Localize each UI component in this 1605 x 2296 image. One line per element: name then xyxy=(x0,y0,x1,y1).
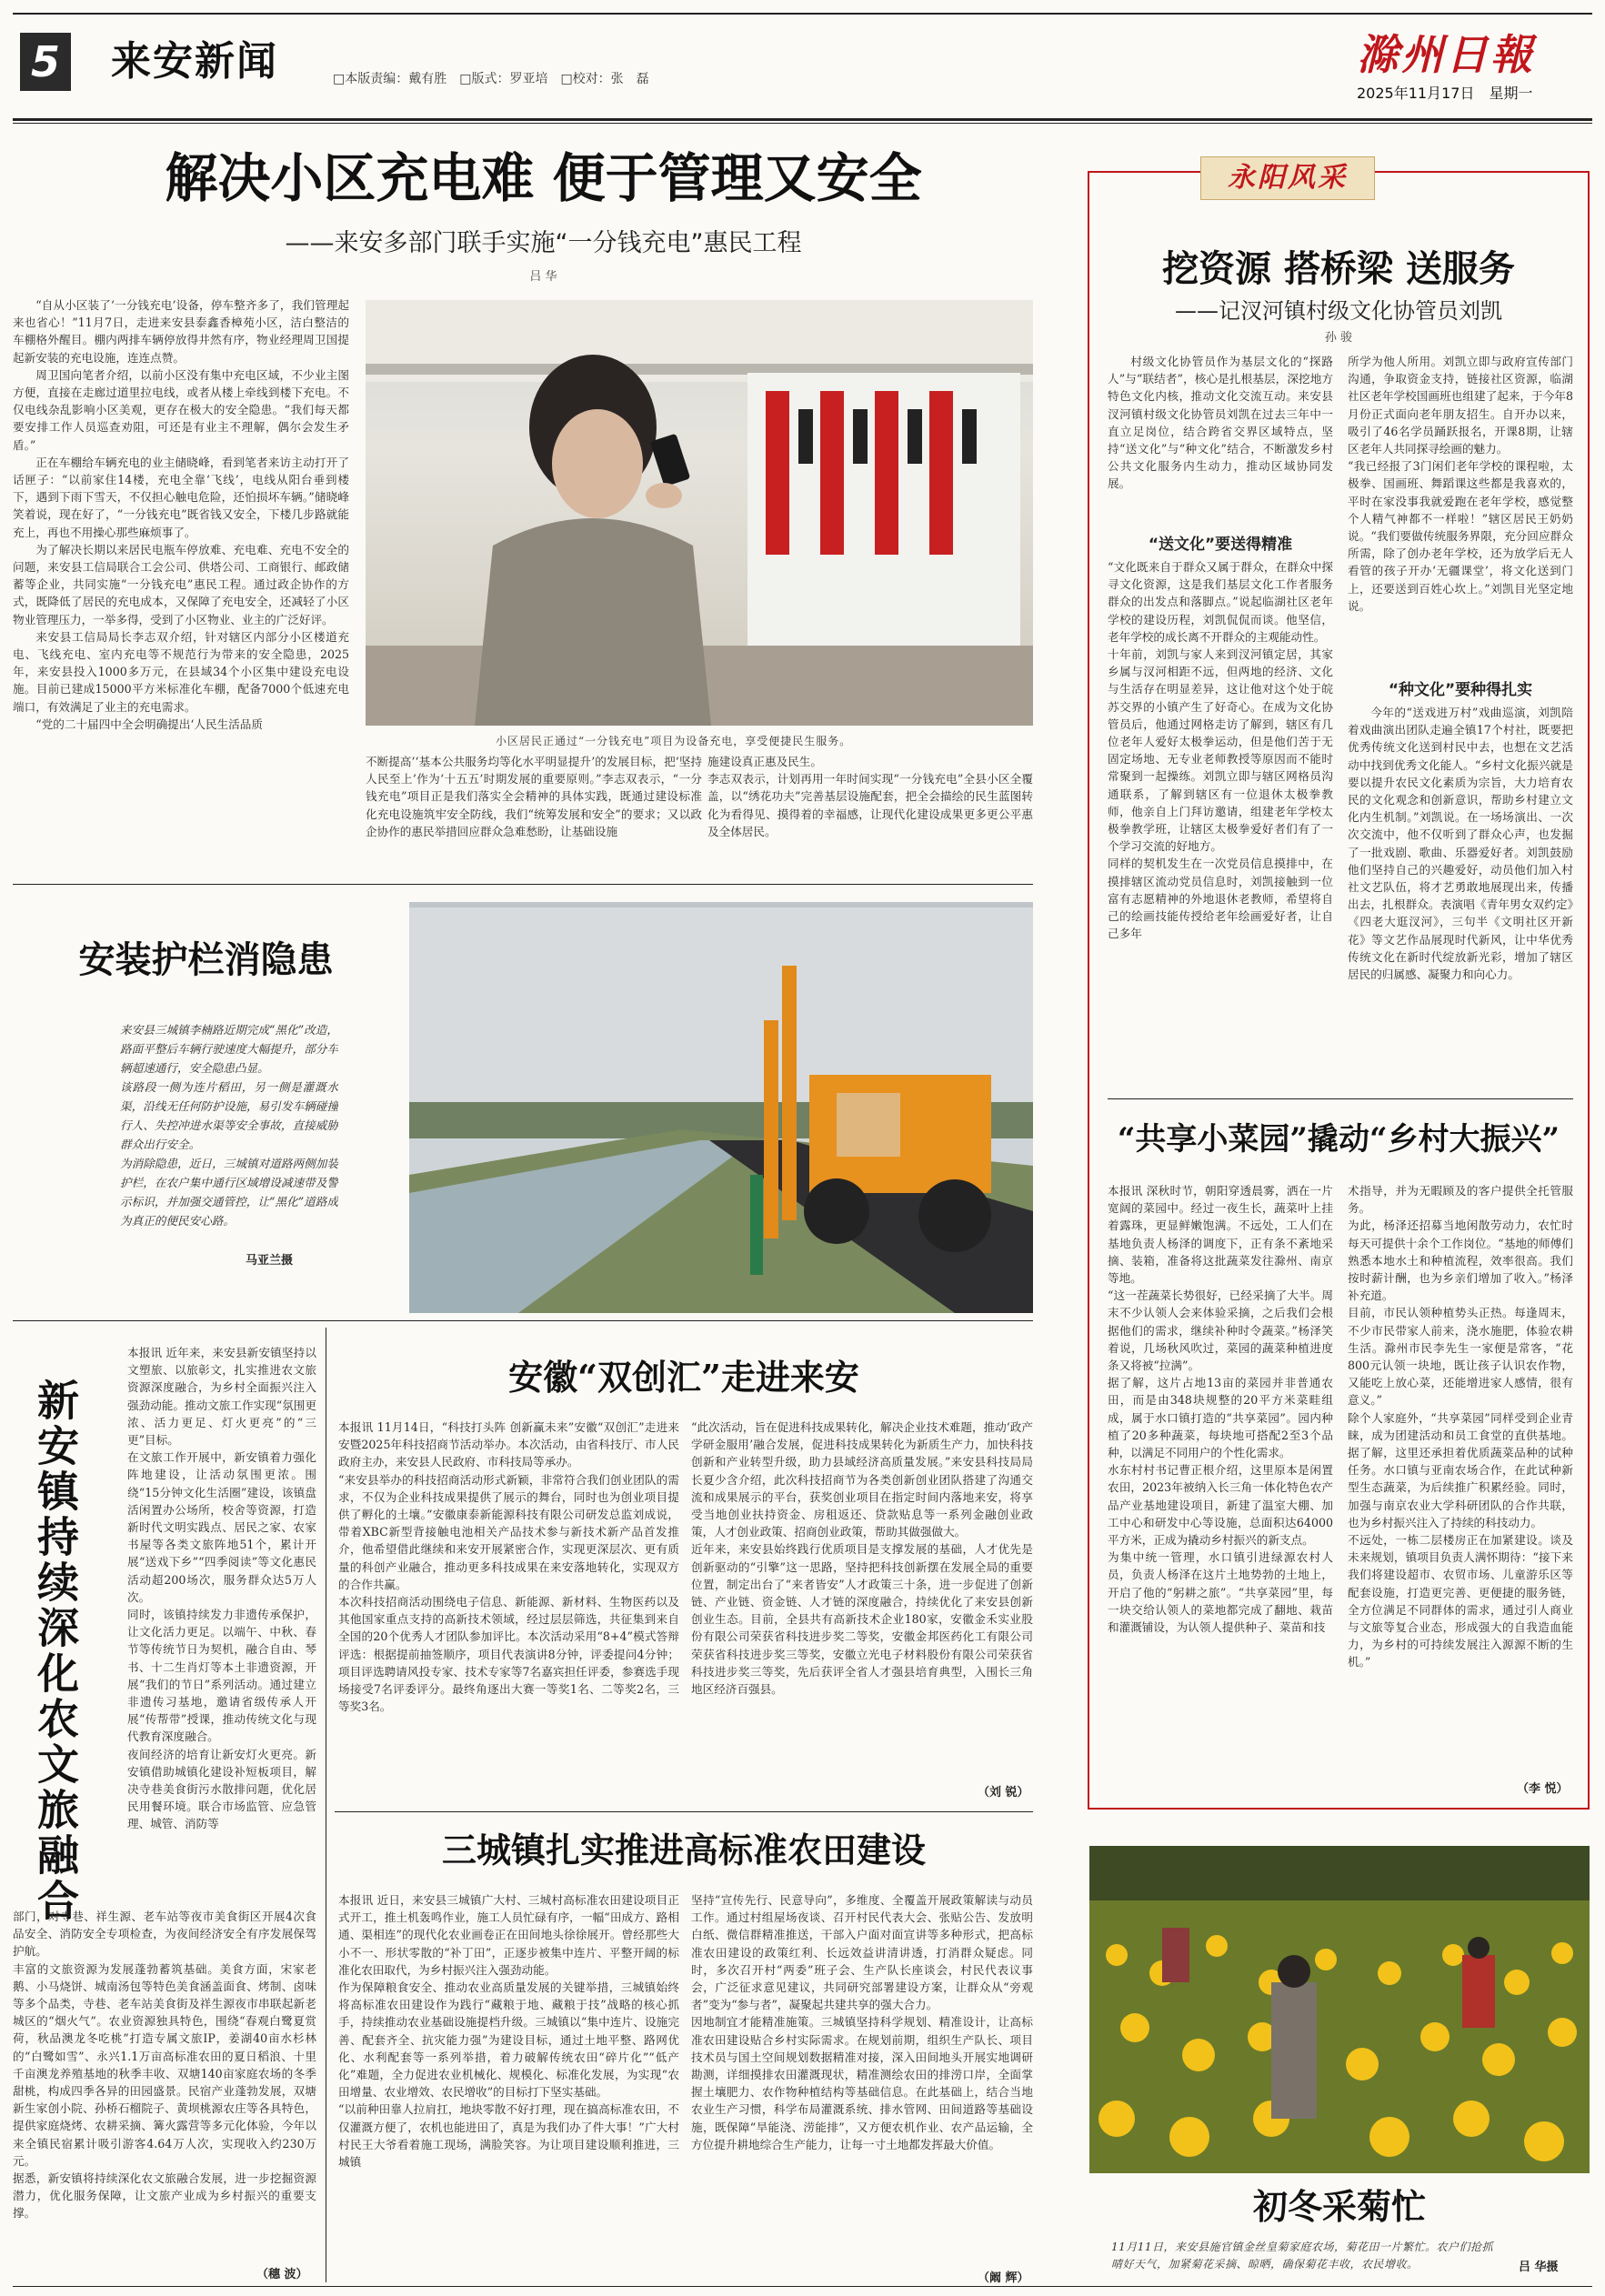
column-col2-a: 所学为他人所用。刘凯立即与政府宣传部门沟通，争取资金支持，链接社区资源，临湖社区老年学校国画班也组建了起来，于今年8月份正式面向老年朋友招生。自开办以来，吸引了46名学员踊跃报名，开课8期，让辖区老年人共同探寻绘画的魅力。 “我已经报了3门闲们老年学校的课程啦，太极拳、国画班、舞蹈课这些都是我喜欢的，平时在家没事我就爱跑在老年学校，感觉整个人精气神都不一样啦！”辖区居民王奶奶说。“我们要做传统服务界限，充分回应群众所需，除了创办老年学校，还为放学后无人看管的孩子开办‘无疆课堂’，将文化送到门上，还要送到百姓心坎上。”刘凯目光坚定地说。 xyxy=(1348,355,1573,613)
article3-author: （穗 波） xyxy=(256,2268,308,2281)
article4-author: （刘 锐） xyxy=(978,1786,1029,1800)
column-col2-b: 今年的“送戏进万村”戏曲巡演，刘凯陪着戏曲演出团队走遍全镇17个村社，既要把优秀传统文化送到村民中去，也想在文艺活动中找到优秀文化能人。“乡村文化振兴就是要以提升农民文化素质为宗旨，大力培育农民的文化观念和创新意识，帮助乡村建立文化内生机制。”刘凯说。在一场场演出、一次次交流中，他不仅听到了群众心声，也发掘了一批戏剧、歌曲、乐器爱好者。刘凯鼓励他们坚持自己的兴趣爱好，动员他们加入村社文艺队伍，将才艺勇敢地展现出来，传播出去，扎根群众。表演唱《青年男女双约定》《四老大逛汊河》，三句半《文明社区开新花》等文艺作品展现时代新风，让中华优秀传统文化在新时代绽放新光彩，增加了辖区居民的归属感、凝聚力和向心力。 xyxy=(1348,706,1573,982)
article5-title: 三城镇扎实推进高标准农田建设 xyxy=(441,1830,926,1870)
column-banner xyxy=(1200,156,1375,200)
article5-author: （阚 辉） xyxy=(978,2271,1029,2285)
article2-body: 来安县三城镇李楠路近期完成“黑化”改造，路面平整后车辆行驶速度大幅提升，部分车辆超速通行，安全隐患凸显。 该路段一侧为连片稻田，另一侧是灌溉水渠，沿线无任何防护设施，易引发车辆碰撞行人、失控冲进水渠等安全事故，直接威胁群众出行安全。 为消除隐患，近日，三城镇对道路两侧加装护栏，在农户集中通行区域增设减速带及警示标识，并加强交通管控，让“黑化”道路成为真正的便民安心路。 xyxy=(120,1023,338,1228)
column-byline: 孙 骏 xyxy=(1324,331,1353,345)
article2-title: 安装护栏消隐患 xyxy=(78,938,334,981)
article4-title: 安徽“双创汇”走进来安 xyxy=(508,1357,859,1398)
article3-col-full: 部门，对寺巷、祥生源、老车站等夜市美食街区开展4次食品安全、消防安全专项检查，为夜间经济安全有序发展保驾护航。 丰富的文旅资源为发展蓬勃蓄筑基础。美食方面，宋家老鹅、小马烧饼、城南汤包等特色美食涵盖面食、烤制、卤味等多个品类，寺巷、老车站美食街及祥生源夜市串联起新老城区的“烟火气”。农业资源独具特色，围绕“春观白鹭夏赏荷，秋品澳龙冬吃桃”打造专属文旅IP，姜湖40亩水杉林的“白鹭如雪”、永兴1.1万亩高标准农田的夏日稻浪、十里千亩澳龙养殖基地的秋季丰收、双塘140亩家庭农场的冬季甜桃，构成四季各异的田园盛景。民宿产业蓬勃发展，双塘新生家创小院、孙桥石榴院子、黄坝桃源农庄等各具特色，提供家庭烧烤、农耕采摘、篝火露营等多元化体验，今年以来全镇民宿累计吸引游客4.64万人次，实现收入约230万元。 据悉，新安镇将持续深化农文旅融合发展，进一步挖掘资源潜力，优化服务保障，让文旅产业成为乡村振兴的重要支撑。 xyxy=(13,1910,316,2221)
article5-col2: 坚持“宣传先行、民意导向”，多维度、全覆盖开展政策解读与动员工作。通过村组屋场夜谈、召开村民代表大会、张贴公告、发放明白纸、微信群精准推送，干部入户面对面宣讲等多种形式，把高标准农田建设的政策红利、长远效益讲清讲透，打消群众疑虑。同时，多次召开村“两委”班子会、生产队长座谈会，村民代表议事会，广泛征求意见建议，共同研究部署建设方案，让群众从“旁观者”变为“参与者”，凝聚起共建共享的强大合力。 因地制宜才能精准施策。三城镇坚持科学规划、精准设计，让高标准农田建设贴合乡村实际需求。在规划前期，组织生产队长、项目技术员与国土空间规划数据精准对接，深入田间地头开展实地调研勘测，详细摸排农田灌溉现状，精准测绘农田的排涝口岸，全面掌握土壤肥力、农作物种植结构等基础信息。在此基础上，结合当地农业生产习惯，科学布局灌溉系统、排水管网、田间道路等基础设施，既保障“旱能浇、涝能排”，又方便农机作业、农产品运输，全方位提升耕地综合生产能力，让每一寸土地都发挥最大价值。 xyxy=(691,1893,1033,2151)
editors-line: □本版责编：戴有胜 □版式：罗亚培 □校对：张 磊 xyxy=(333,72,649,86)
article1-photo-caption: 小区居民正通过“一分钱充电”项目为设备充电，享受便捷民生服务。 xyxy=(496,735,852,747)
article4-col1: 本报讯 11月14日，“科技打头阵 创新赢未来”安徽“双创汇”走进来安暨2025年科技招商节活动举办。本次活动，由省科技厅、市人民政府主办，来安县人民政府、市科技局等承办。 “来安县举办的科技招商活动形式新颖，非常符合我们创业团队的需求，不仅为企业科技成果提供了展示的舞台，同时也为创业项目提供了孵化的土壤。”安徽康泰新能源科技有限公司研发总监刘成说，带着XBC新型背接触电池相关产品技术参与新技术新产品首发推介，他希望借此继续和来安开展紧密合作，实现更深层次、更有质量的科创产业融合，推动更多科技成果在来安落地转化，实现双方的合作共赢。 本次科技招商活动围绕电子信息、新能源、新材料、生物医药以及其他国家重点支持的高新技术领域，经过层层筛选，共征集到来自全国的20个优秀人才团队参加评比。本次活动采用“8+4”模式答辩评选：根据提前抽签顺序，项目代表演讲8分钟，评委提问4分钟；项目评选聘请风投专家、技术专家等7名嘉宾担任评委，参赛选手现场接受7名评委评分。最终角逐出大赛一等奖1名、二等奖2名，三等奖3名。 xyxy=(338,1420,679,1714)
masthead xyxy=(0,0,1605,127)
article5-col1: 本报讯 近日，来安县三城镇广大村、三城村高标准农田建设项目正式开工，推土机轰鸣作业，施工人员忙碌有序，一幅“田成方、路相通、渠相连”的现代化农业画卷正在田间地头徐徐展开。曾经那些大小不一、形状零散的“补丁田”，正逐步被集中连片、平整开阔的标准化农田取代，为乡村振兴注入强劲动能。 作为保障粮食安全、推动农业高质量发展的关键举措，三城镇始终将高标准农田建设作为践行“藏粮于地、藏粮于技”战略的核心抓手，持续推动农业基础设施提档升级。三城镇以“集中连片、设施完善、配套齐全、抗灾能力强”为建设目标，通过土地平整、路网优化、水利配套等一系列举措，着力破解传统农田“碎片化”“低产化”难题，全力促进农业机械化、规模化、标准化发展，为实现“农田增量、农业增效、农民增收”的目标打下坚实基础。 “以前种田靠人拉肩扛，地块零散不好打理，现在搞高标准农田，不仅灌溉方便了，农机也能进田了，真是为我们办了件大事！”广大村村民王大爷看着施工现场，满脸笑容。为让项目建设顺利推进，三城镇 xyxy=(338,1893,679,2170)
column-col1-b: “文化既来自于群众又属于群众，在群众中探寻文化资源，这是我们基层文化工作者服务群众的出发点和落脚点。”说起临湖社区老年学校的建设历程，刘凯侃侃而谈。他坚信，老年学校的成长离不开群众的主观能动性。 十年前，刘凯与家人来到汊河镇定居，其家乡属与汊河相距不远，但两地的经济、文化与生活存在明显差异，这让他对这个处于皖苏交界的小镇产生了好奇心。在成为文化协管员后，他通过网格走访了解到，辖区有几位老年人爱好太极拳运动，但是他们苦于无固定场地、无专业老师教授等原因而不能时常聚到一起操练。刘凯立即与辖区网格员沟通联系，了解到辖区有一位退休太极拳教师，他亲自上门拜访邀请，组建老年学校太极拳教学班，让辖区太极拳爱好者们有了一个学习交流的好地方。 同样的契机发生在一次党员信息摸排中，在摸排辖区流动党员信息时，刘凯接触到一位富有志愿精神的外地退休老教师，希望将自己的绘画技能传授给老年绘画爱好者，让自己多年 xyxy=(1108,560,1333,941)
page-number: 5 xyxy=(30,37,60,86)
chrysanthemum-field-photo xyxy=(1089,1846,1590,2173)
charging-station-photo xyxy=(366,300,1033,726)
issue-date: 2025年11月17日 星期一 xyxy=(1357,85,1533,102)
article6-title: “共享小菜园”撬动“乡村大振兴” xyxy=(1117,1121,1560,1158)
column-banner-text: 永阳风采 xyxy=(1228,162,1348,194)
guardrail-machine-photo xyxy=(409,902,1033,1313)
article3-col1: 本报讯 近年来，来安县新安镇坚持以文塑旅、以旅彰文，扎实推进农文旅资源深度融合，为乡村全面振兴注入强劲动能。推动文旅工作实现“氛围更浓、活力更足、灯火更亮”的“三更”目标。 在文旅工作开展中，新安镇着力强化阵地建设，让活动氛围更浓。围绕“15分钟文化生活圈”建设，该镇盘活闲置办公场所，校舍等资源，打造新时代文明实践点、居民之家、农家书屋等各类文旅阵地51个，累计开展“送戏下乡”“四季阅读”等文化惠民活动超200场次，服务群众达5万人次。 同时，该镇持续发力非遗传承保护，让文化活力更足。以端午、中秋、春节等传统节日为契机，融合自由、琴书、十二生肖灯等本土非遗资源，开展“我们的节日”系列活动。通过建立非遗传习基地，邀请省级传承人开展“传帮带”授课，推动传统文化与现代教育深度融合。 夜间经济的培育让新安灯火更亮。新安镇借助城镇化建设补短板项目，解决寺巷美食街污水散排问题，优化居民用餐环境。联合市场监管、应急管理、城管、消防等 xyxy=(127,1346,316,1831)
column-subtitle: ——记汊河镇村级文化协管员刘凯 xyxy=(1175,298,1502,324)
article7-photo xyxy=(1089,1846,1590,2173)
article4-col2: “此次活动，旨在促进科技成果转化，解决企业技术难题，推动‘政产学研金服用’融合发展，促进科技成果转化为新质生产力，加快科技创新和产业转型升级，助力县域经济高质量发展。”来安县科技局局长夏少含介绍，此次科技招商节为各类创新创业团队搭建了沟通交流和成果展示的平台，获奖创业项目在指定时间内落地来安，将享受当地创业扶持资金、房租返还、贷款贴息等一系列金融创业政策，人才创业政策、招商创业政策，帮助其做强做大。 近年来，来安县始终践行优质项目是支撑发展的基础，人才优先是创新驱动的“引擎”这一思路，坚持把科技创新摆在发展全局的重要位置，制定出台了“来者皆安”人才政策三十条，进一步促进了创新链、产业链、资金链、人才链的深度融合，持续优化了来安县创新创业生态。目前，全县共有高新技术企业180家，安徽金禾实业股份有限公司荣获省科技进步奖二等奖，安徽金邦医药化工有限公司荣获省科技进步奖三等奖，安徽立光电子材料股份有限公司荣获省科技进步奖三等奖，先后获评全省人才强县培育典型，入围长三角地区经济百强县。 xyxy=(691,1420,1033,1697)
column-sub2: “种文化”要种得扎实 xyxy=(1388,681,1533,699)
article7-title: 初冬采菊忙 xyxy=(1252,2186,1426,2227)
article2-photo xyxy=(409,902,1033,1313)
article1-col2: 不断提高’‘基本公共服务均等化水平明显提升’的发展目标，把‘坚持人民至上’作为‘十五五’时期发展的重要原则。”李志双表示，“一分钱充电”项目正是我们落实全会精神的具体实践，既通过建设标准化充电设施筑牢安全防线，我们“统筹发展和安全”的要求；又以政企协作的惠民举措回应群众急难愁盼，让基础设施 xyxy=(366,755,702,838)
article6-col1: 本报讯 深秋时节，朝阳穿透晨雾，洒在一片宽阔的菜园中。经过一夜生长，蔬菜叶上挂着露珠，更显鲜嫩饱满。不远处，工人们在基地负责人杨泽的调度下，正有条不紊地采摘、装箱，准备将这批蔬菜发往滁州、南京等地。 “这一茬蔬菜长势很好，已经采摘了大半。周末不少认领人会来体验采摘，之后我们会根据他们的需求，继续补种时令蔬菜。”杨泽笑着说，几场秋风吹过，菜园的蔬菜种植进度条又将被“拉满”。 据了解，这片占地13亩的菜园并非普通农田，而是由348块规整的20平方米菜畦组成，属于水口镇打造的“共享菜园”。园内种植了20多种蔬菜，每块地可搭配2至3个品种，以满足不同用户的个性化需求。 水东村村书记曹正根介绍，这里原本是闲置农田，2023年被纳入长三角一体化特色农产品产业基地建设项目，新建了温室大棚、加工中心和研发中心等设施，总面积达64000平方米，正成为撬动乡村振兴的新支点。 为集中统一管理，水口镇引进绿源农村人员，负责人杨泽在这片土地势勃的土地上，开启了他的“躬耕之旅”。“共享菜园”里，每一块交给认领人的菜地都完成了翻地、栽苗和灌溉铺设，为认领人提供种子、菜苗和技 xyxy=(1108,1184,1333,1635)
section-title: 来安新闻 xyxy=(111,38,278,85)
article1-col3: 施建设真正惠及民生。 李志双表示，计划再用一年时间实现“一分钱充电”全县小区全覆盖，以“绣花功夫”完善基层设施配套，把全会描绘的民生蓝图转化为看得见、摸得着的幸福感，让现代化建设成果更多更公平惠及全体居民。 xyxy=(707,755,1033,838)
article1-title: 解决小区充电难 便于管理又安全 xyxy=(165,147,922,209)
article1-subtitle: ——来安多部门联手实施“一分钱充电”惠民工程 xyxy=(285,229,802,257)
article3-title: 新安镇持续深化农文旅融合 xyxy=(31,1379,80,1924)
article7-author: 吕 华摄 xyxy=(1519,2261,1559,2274)
column-title: 挖资源 搭桥梁 送服务 xyxy=(1162,247,1515,290)
page-number-box xyxy=(20,33,71,91)
paper-name: 滁州日報 xyxy=(1357,30,1535,79)
column-col1-a: 村级文化协管员作为基层文化的“探路人”与“联结者”，核心是扎根基层，深挖地方特色文化内核，推动文化交流互动。来安县汊河镇村级文化协管员刘凯在过去三年中一直立足岗位，结合跨省交界区域特点，坚持“送文化”与“种文化”结合，不断激发乡村公共文化服务内生动力，推动区域协同发展。 xyxy=(1108,355,1333,491)
article1-col1: “自从小区装了‘一分钱充电’设备，停车整齐多了，我们管理起来也省心！”11月7日，走进来安县泰鑫香樟苑小区，洁白整洁的车棚格外醒目。棚内两排车辆停放得井然有序，物业经理周卫国提起新安装的充电设施，连连点赞。 周卫国向笔者介绍，以前小区没有集中充电区域，不少业主图方便，直接在走廊过道里拉电线，或者从楼上牵线到楼下充电。不仅电线杂乱影响小区美观，更存在极大的安全隐患。“我们每天都要安排工作人员巡查劝阻，可还是有业主不理解，偶尔会发生矛盾。” 正在车棚给车辆充电的业主储晓峰，看到笔者来访主动打开了话匣子：“以前家住14楼，充电全靠‘飞线’，电线从阳台垂到楼下，遇到下雨下雪天，不仅担心触电危险，还怕损坏车辆。”储晓峰笑着说，现在好了，“一分钱充电”既省钱又安全，下楼几步路就能充上，再也不用操心那些麻烦事了。 为了解决长期以来居民电瓶车停放难、充电难、充电不安全的问题，来安县工信局联合工会公司、供塔公司、工商银行、邮政储蓄等企业，共同实施“一分钱充电”惠民工程。通过政企协作的方式，既降低了居民的充电成本，又保障了充电安全，还减轻了小区物业管理压力，一举多得，受到了小区物业、业主的广泛好评。 来安县工信局局长李志双介绍，针对辖区内部分小区楼道充电、飞线充电、室内充电等不规范行为带来的安全隐患，2025年，来安县投入1000多万元，在县域34个小区集中建设充电设施。目前已建成15000平方米标准化车棚，配备7000个低速充电端口，有效满足了业主的充电需求。 “党的二十届四中全会明确提出‘人民生活品质 xyxy=(13,298,349,731)
article6-author: （李 悦） xyxy=(1517,1782,1569,1796)
article7-caption: 11月11日，来安县施官镇金丝皇菊家庭农场，菊花田一片繁忙。农户们抢抓晴好天气，加紧菊花采摘、晾晒，确保菊花丰收，农民增收。 xyxy=(1111,2241,1494,2271)
article1-byline: 吕 华 xyxy=(529,270,557,284)
article1-photo xyxy=(366,300,1033,726)
column-sub1: “送文化”要送得精准 xyxy=(1148,536,1293,554)
article6-col2: 术指导，并为无暇顾及的客户提供全托管服务。 为此，杨泽还招募当地闲散劳动力，农忙时每天可提供十余个工作岗位。“基地的师傅们熟悉本地水土和种植流程，效率很高。我们按时薪计酬，也为乡亲们增加了收入。”杨泽补充道。 目前，市民认领种植势头正热。每逢周末，不少市民带家人前来，浇水施肥，体验农耕生活。滁州市民李先生一家便是常客，“花800元认领一块地，既让孩子认识农作物，又能吃上放心菜，还能增进家人感情，很有意义。” 除个人家庭外，“共享菜园”同样受到企业青睐，成为团建活动和员工食堂的直供基地。据了解，这里还承担着优质蔬菜品种的试种任务。水口镇与亚南农场合作，在此试种新型生态蔬菜，为后续推广积累经验。同时，加强与南京农业大学科研团队的合作共联，也为乡村振兴注入了持续的科技动力。 不远处，一栋二层楼房正在加紧建设。谈及未来规划，镇项目负责人满怀期待：“接下来我们将建设超市、农贸市场、儿童游乐区等配套设施，打造更完善、更便捷的服务链，全方位满足不同群体的需求，通过引人商业与文旅等复合业态，形成强大的自我造血能力，为乡村的可持续发展注入源源不断的生机。” xyxy=(1348,1184,1573,1669)
article2-author: 马亚兰摄 xyxy=(246,1254,294,1268)
